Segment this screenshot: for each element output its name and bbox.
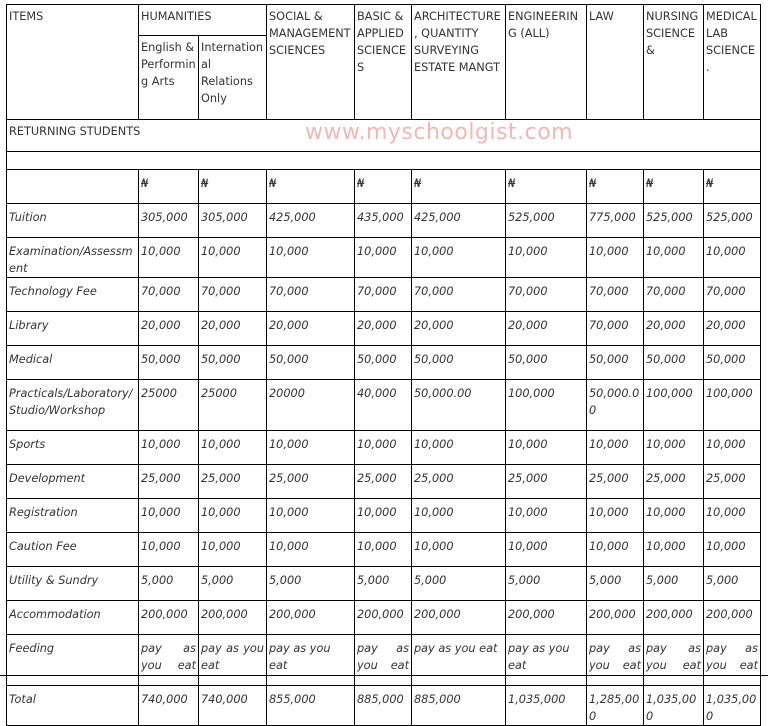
fee-value-cell: 5,000	[704, 567, 761, 601]
fee-value-cell: 425,000	[267, 204, 355, 238]
header-items: ITEMS	[7, 5, 139, 120]
fee-value-cell: 10,000	[355, 431, 412, 465]
fee-value-cell: 10,000	[644, 533, 704, 567]
currency-symbol: ₦	[355, 170, 412, 204]
fee-value-cell: 305,000	[139, 204, 199, 238]
fee-row	[7, 278, 761, 312]
fee-row	[7, 601, 761, 635]
fee-value-cell: 50,000.00	[587, 380, 644, 431]
spacer-row	[7, 152, 761, 170]
fee-value-cell: 25,000	[587, 465, 644, 499]
fee-value-cell: 10,000	[412, 499, 506, 533]
fee-value-cell: 885,000	[412, 686, 506, 726]
fee-value-cell: 10,000	[267, 431, 355, 465]
fee-row-label: Tuition	[7, 204, 139, 238]
header-architecture: ARCHITECTURE, QUANTITY SURVEYING ESTATE MANGT	[412, 5, 506, 120]
fee-value-cell: 1,285,000	[587, 686, 644, 726]
fee-value-cell: 740,000	[139, 686, 199, 726]
fee-value-cell: 525,000	[704, 204, 761, 238]
fee-value-cell: 20,000	[139, 312, 199, 346]
fee-value-cell: 100,000	[506, 380, 587, 431]
fee-value-cell: 740,000	[199, 686, 267, 726]
fee-value-cell: 10,000	[139, 431, 199, 465]
fee-value-cell: 50,000	[587, 346, 644, 380]
fee-value-cell: 20000	[267, 380, 355, 431]
fee-value-cell: 10,000	[199, 238, 267, 278]
fee-value-cell: 25,000	[704, 465, 761, 499]
fee-value-cell: 25,000	[267, 465, 355, 499]
fee-value-cell: 5,000	[355, 567, 412, 601]
fee-value-cell: 10,000	[267, 238, 355, 278]
fees-table	[6, 4, 761, 726]
fee-value-cell: 10,000	[644, 431, 704, 465]
currency-symbol: ₦	[199, 170, 267, 204]
currency-symbol: ₦	[412, 170, 506, 204]
fee-value-cell: 70,000	[267, 278, 355, 312]
header-international: International Relations Only	[199, 36, 267, 120]
fee-row-label: Utility & Sundry	[7, 567, 139, 601]
fee-value-cell: 100,000	[644, 380, 704, 431]
bottom-border	[0, 675, 768, 676]
fee-row	[7, 312, 761, 346]
fee-row	[7, 465, 761, 499]
section-cell	[7, 120, 761, 152]
fee-value-cell: pay as you eat	[139, 635, 199, 686]
fee-value-cell: 50,000.00	[412, 380, 506, 431]
fee-row-label: Practicals/Laboratory/ Studio/Workshop	[7, 380, 139, 431]
fee-value-cell: 10,000	[506, 533, 587, 567]
fee-value-cell: 20,000	[412, 312, 506, 346]
header-nursing: NURSING SCIENCE&	[644, 5, 704, 120]
header-english: English & Performing Arts	[139, 36, 199, 120]
fee-value-cell: pay as you eat	[199, 635, 267, 686]
fee-value-cell: 5,000	[587, 567, 644, 601]
fee-value-cell: pay as you eat	[355, 635, 412, 686]
fee-value-cell: 10,000	[199, 431, 267, 465]
fee-value-cell: 50,000	[199, 346, 267, 380]
fee-value-cell: 70,000	[412, 278, 506, 312]
fee-value-cell: 525,000	[644, 204, 704, 238]
currency-label-cell	[7, 170, 139, 204]
fee-value-cell: 70,000	[587, 278, 644, 312]
fee-row	[7, 380, 761, 431]
fee-value-cell: 10,000	[355, 533, 412, 567]
fee-row-label: Library	[7, 312, 139, 346]
fee-value-cell: 25,000	[199, 465, 267, 499]
fee-row	[7, 533, 761, 567]
fee-value-cell: 10,000	[412, 238, 506, 278]
fee-row-label: Development	[7, 465, 139, 499]
fee-value-cell: 525,000	[506, 204, 587, 238]
fee-value-cell: 200,000	[587, 601, 644, 635]
fee-value-cell: 70,000	[644, 278, 704, 312]
fee-value-cell: 10,000	[704, 499, 761, 533]
fee-row-label: Total	[7, 686, 139, 726]
fee-row-label: Accommodation	[7, 601, 139, 635]
fee-value-cell: 10,000	[587, 533, 644, 567]
fee-value-cell: 10,000	[412, 431, 506, 465]
fee-row	[7, 567, 761, 601]
header-law: LAW	[587, 5, 644, 120]
fee-row	[7, 635, 761, 686]
fee-value-cell: 5,000	[506, 567, 587, 601]
spacer-cell	[7, 152, 761, 170]
fee-value-cell: 775,000	[587, 204, 644, 238]
fee-value-cell: 100,000	[704, 380, 761, 431]
fee-value-cell: 10,000	[506, 431, 587, 465]
section-title: RETURNING STUDENTS	[9, 125, 141, 138]
fee-value-cell: pay as you eat	[644, 635, 704, 686]
fee-value-cell: 305,000	[199, 204, 267, 238]
fee-value-cell: pay as you eat	[267, 635, 355, 686]
fee-row	[7, 238, 761, 278]
fee-value-cell: 25,000	[506, 465, 587, 499]
fee-value-cell: 25,000	[139, 465, 199, 499]
fee-value-cell: 20,000	[506, 312, 587, 346]
fee-value-cell: 50,000	[704, 346, 761, 380]
fee-value-cell: 50,000	[355, 346, 412, 380]
fee-value-cell: 50,000	[139, 346, 199, 380]
fee-value-cell: 70,000	[704, 278, 761, 312]
fee-value-cell: 5,000	[412, 567, 506, 601]
fee-value-cell: 10,000	[587, 238, 644, 278]
fee-value-cell: 200,000	[267, 601, 355, 635]
fee-value-cell: 200,000	[199, 601, 267, 635]
watermark-text: www.myschoolgist.com	[305, 120, 574, 145]
fee-row	[7, 499, 761, 533]
fee-value-cell: 200,000	[506, 601, 587, 635]
fee-value-cell: 10,000	[267, 499, 355, 533]
fee-row-label: Caution Fee	[7, 533, 139, 567]
currency-symbol: ₦	[644, 170, 704, 204]
fee-value-cell: 20,000	[355, 312, 412, 346]
fee-value-cell: 10,000	[199, 499, 267, 533]
fee-value-cell: 20,000	[704, 312, 761, 346]
header-social: SOCIAL & MANAGEMENT SCIENCES	[267, 5, 355, 120]
fee-value-cell: 885,000	[355, 686, 412, 726]
fee-value-cell: pay as you eat	[506, 635, 587, 686]
fee-value-cell: 10,000	[139, 499, 199, 533]
fee-value-cell: 10,000	[267, 533, 355, 567]
fee-row-label: Registration	[7, 499, 139, 533]
fee-value-cell: 10,000	[704, 238, 761, 278]
fee-value-cell: 200,000	[704, 601, 761, 635]
fee-value-cell: 200,000	[644, 601, 704, 635]
fee-value-cell: 70,000	[506, 278, 587, 312]
fee-row	[7, 346, 761, 380]
fee-value-cell: 855,000	[267, 686, 355, 726]
fee-value-cell: 10,000	[644, 238, 704, 278]
fee-row-label: Feeding	[7, 635, 139, 686]
fee-value-cell: 1,035,000	[704, 686, 761, 726]
header-engineering: ENGINEERING (ALL)	[506, 5, 587, 120]
fee-value-cell: 20,000	[199, 312, 267, 346]
fee-value-cell: 10,000	[587, 499, 644, 533]
fee-value-cell: 25000	[139, 380, 199, 431]
currency-symbol: ₦	[506, 170, 587, 204]
fee-value-cell: 10,000	[587, 431, 644, 465]
fee-value-cell: pay as you eat	[412, 635, 506, 686]
fee-value-cell: 1,035,000	[506, 686, 587, 726]
currency-symbol: ₦	[587, 170, 644, 204]
fee-value-cell: 25,000	[412, 465, 506, 499]
currency-row	[7, 170, 761, 204]
fee-value-cell: 435,000	[355, 204, 412, 238]
fee-value-cell: 200,000	[412, 601, 506, 635]
fee-value-cell: 25,000	[644, 465, 704, 499]
fee-value-cell: 200,000	[355, 601, 412, 635]
fee-value-cell: 70,000	[355, 278, 412, 312]
fee-row	[7, 686, 761, 726]
fee-value-cell: 70,000	[587, 312, 644, 346]
fee-row	[7, 431, 761, 465]
fee-value-cell: 10,000	[412, 533, 506, 567]
fee-value-cell: pay as you eat	[587, 635, 644, 686]
fee-value-cell: 25,000	[355, 465, 412, 499]
header-humanities: HUMANITIES	[139, 5, 267, 36]
fee-value-cell: pay as you eat	[704, 635, 761, 686]
fee-row-label: Sports	[7, 431, 139, 465]
fee-row-label: Technology Fee	[7, 278, 139, 312]
section-row	[7, 120, 761, 152]
fee-value-cell: 10,000	[704, 533, 761, 567]
fee-value-cell: 70,000	[199, 278, 267, 312]
fee-value-cell: 10,000	[704, 431, 761, 465]
fee-value-cell: 5,000	[199, 567, 267, 601]
fee-value-cell: 10,000	[355, 238, 412, 278]
fee-value-cell: 200,000	[139, 601, 199, 635]
fee-row	[7, 204, 761, 238]
currency-symbol: ₦	[267, 170, 355, 204]
fee-value-cell: 25000	[199, 380, 267, 431]
fee-value-cell: 10,000	[506, 499, 587, 533]
fee-value-cell: 70,000	[139, 278, 199, 312]
fee-value-cell: 50,000	[412, 346, 506, 380]
fee-value-cell: 10,000	[139, 533, 199, 567]
fee-value-cell: 1,035,000	[644, 686, 704, 726]
currency-symbol: ₦	[704, 170, 761, 204]
fee-value-cell: 5,000	[644, 567, 704, 601]
fee-value-cell: 10,000	[355, 499, 412, 533]
fee-value-cell: 20,000	[267, 312, 355, 346]
fee-value-cell: 5,000	[139, 567, 199, 601]
fee-row-label: Medical	[7, 346, 139, 380]
fee-value-cell: 40,000	[355, 380, 412, 431]
fee-row-label: Examination/Assessment	[7, 238, 139, 278]
header-row-top	[7, 5, 761, 36]
fee-value-cell: 20,000	[644, 312, 704, 346]
fee-value-cell: 50,000	[506, 346, 587, 380]
fee-value-cell: 425,000	[412, 204, 506, 238]
currency-symbol: ₦	[139, 170, 199, 204]
header-medical: MEDICAL LAB SCIENCE.	[704, 5, 761, 120]
fee-value-cell: 50,000	[644, 346, 704, 380]
fee-value-cell: 10,000	[506, 238, 587, 278]
header-basic: BASIC & APPLIED SCIENCES	[355, 5, 412, 120]
fee-value-cell: 50,000	[267, 346, 355, 380]
fee-value-cell: 10,000	[644, 499, 704, 533]
fee-value-cell: 10,000	[139, 238, 199, 278]
fee-value-cell: 10,000	[199, 533, 267, 567]
fee-value-cell: 5,000	[267, 567, 355, 601]
